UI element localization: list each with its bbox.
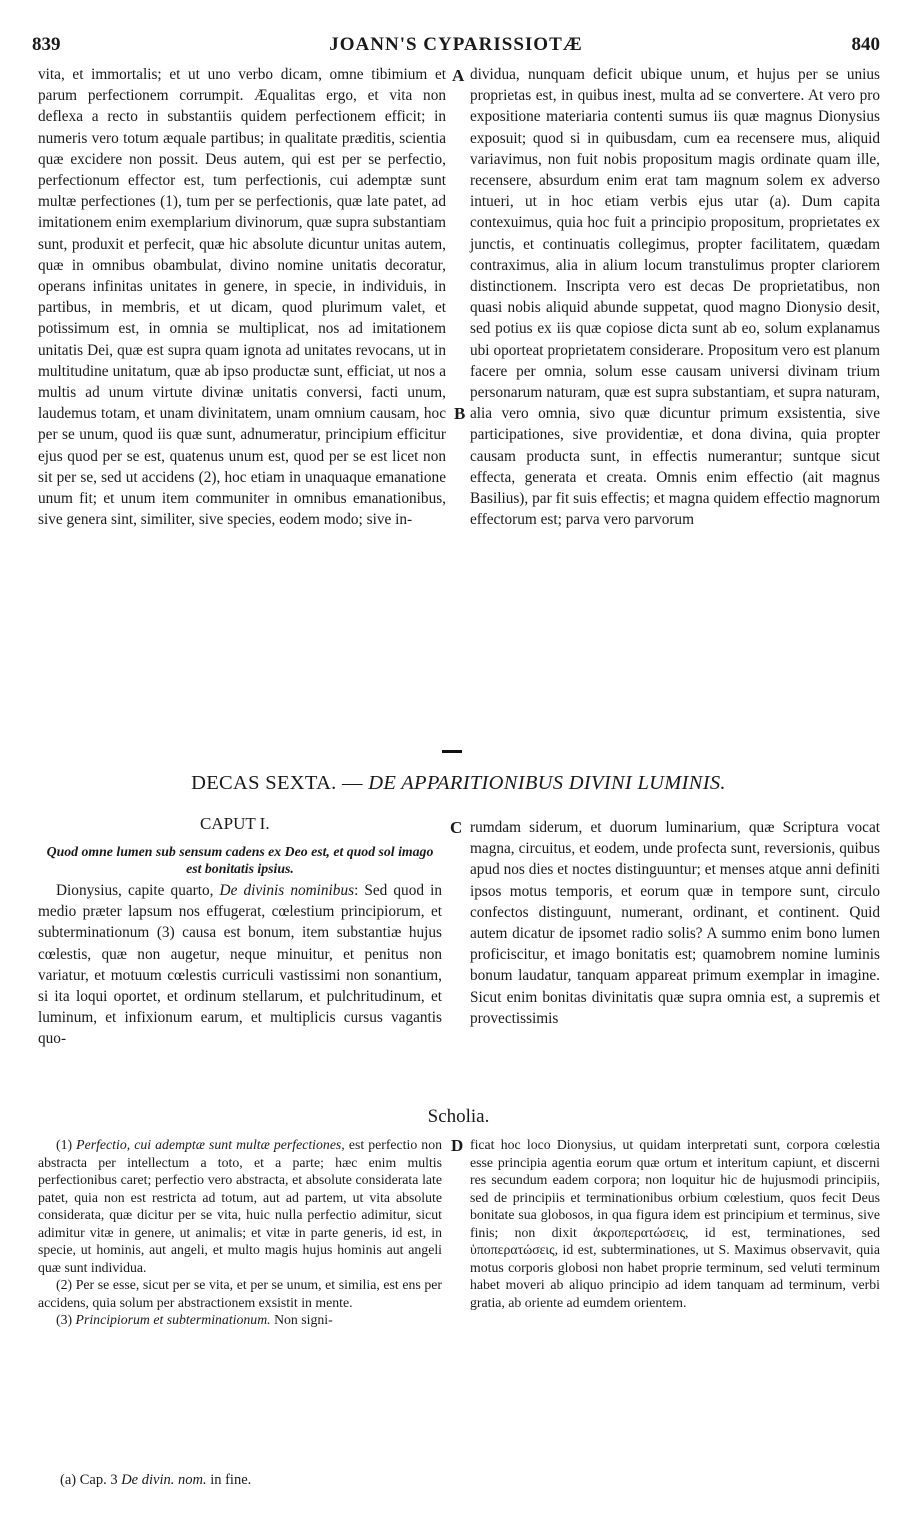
page-number-left: 839 bbox=[32, 34, 61, 55]
scholion bbox=[38, 1136, 442, 1276]
scholia-left-column bbox=[38, 1136, 442, 1329]
scholion-number: (2) bbox=[56, 1277, 76, 1292]
running-title: JOANN'S CYPARISSIOTÆ bbox=[329, 34, 583, 55]
scholion-lemma: Principiorum et subterminationum. bbox=[75, 1312, 271, 1327]
section-divider bbox=[442, 750, 462, 753]
scholion-number: (3) bbox=[56, 1312, 76, 1327]
scholion-text: Per se esse, sicut per se vita, et per se unum, et similia, est ens per accidens, quia solum per abstractionem exsistit in mente. bbox=[38, 1277, 442, 1310]
paragraph bbox=[38, 880, 442, 1050]
mid-left-column bbox=[38, 880, 442, 1050]
scholion-number: (1) bbox=[56, 1137, 77, 1152]
page-header bbox=[32, 34, 880, 60]
section-heading bbox=[0, 772, 917, 795]
footnote-number: (a) Cap. 3 bbox=[60, 1472, 122, 1488]
top-left-column bbox=[38, 64, 446, 530]
footnote-text: in fine. bbox=[206, 1472, 252, 1488]
margin-marker-d: D bbox=[451, 1136, 464, 1155]
decas-title: DE APPARITIONIBUS DIVINI LUMINIS. bbox=[368, 772, 726, 794]
paragraph: vita, et immortalis; et ut uno verbo dicam, omne tibimium et parum perfectionem corrumpit. Æqualitas ergo, et vita non deflexa a recto in substantiis quidem perfectionem efficit; in numeris vero totum æquale partibus; in qualitate præditis, scientia quæ excidere non possit. Deus autem, qui est per se perfectio, perfectionum effector est, tum perfectionis, cui ademptæ sunt multæ perfectiones (1), tum per se perfectionis, quæ late patet, ad imitationem enim exemplarium divinorum, quæ supra substantiam sunt, produxit et perfecit, quæ hic absolute dicuntur unitas autem, quæ in omnibus obambulat, divino nomine unitatis decoratur, operans infinitas unitates in genere, in specie, in individuis, in partibus, in membris, et ut dicam, quod plurimum valet, et potissimum est, in omnia se multiplicat, nos ad imitationem unitatis Dei, quæ est supra quam ignota ad unitates revocans, ut in multitudine unitatum, quæ ab ipso productæ sunt, efficiat, ut nos a multis ad unum virtute divinæ unitatis conversi, facti unum, laudemus totam, et unam divinitatem, unam omnium causam, hoc per se unum, quod iis quæ sunt, adnumeratur, principium efficitur ejus quod per se est, quatenus unum est, quod per se est licet non sit per se, sed ut accidens (2), hoc etiam in unaquaque emanatione unum fit; et unum item communiter in omnibus emanationibus, sive genera sint, similiter, sive species, eodem modo; sive in- bbox=[38, 66, 446, 529]
margin-marker-a: A bbox=[452, 66, 465, 85]
paragraph: rumdam siderum, et duorum luminarium, quæ Scriptura vocat magna, circuitus, et eodem, unde profecta sunt, reversionis, quibus apud nos dies et noctes distinguuntur; et menses atque anni definiti ipsos motus temporis, et eorum quæ in tempore sunt, circulo confectos distinguunt, numerant, ordinant, et continent. Quid autem dicatur de ipsomet radio solis? A summo enim bono lumen proficiscitur, et imago bonitatis est; quamobrem nomine luminis bonum laudatur, tanquam appareat primum exemplar in imagine. Sicut enim bonitas divinitatis quæ supra omnia est, a supremis et provectissimis bbox=[470, 819, 880, 1027]
scholion bbox=[38, 1276, 442, 1311]
scholion-text: est perfectio non abstracta per intellectum a toto, et a parte; hæc enim multis perfectionibus caret; perfectio vero abstracta, et absolute considerata late patet, quia non est restricta ad totum, aut ad partem, ut vita absolute considerata, quæ dicitur per se vita, huic nulla perfectio adimitur, sicut adimitur vitæ in genere, ut animalis; et vitæ in parte generis, id est, in specie, ut hominis, aut angeli, et multo magis hujus hominis aut angeli quæ sunt individua. bbox=[38, 1137, 442, 1275]
top-right-column bbox=[470, 64, 880, 530]
scholia-heading: Scholia. bbox=[427, 1106, 490, 1127]
footnote-title: De divin. nom. bbox=[121, 1472, 207, 1488]
lead-text: Dionysius, capite quarto, bbox=[56, 882, 220, 899]
scholion bbox=[38, 1311, 442, 1329]
scholia-right-column bbox=[470, 1136, 880, 1311]
mid-right-column bbox=[470, 817, 880, 1029]
margin-marker-c: C bbox=[450, 818, 463, 837]
scholion-text: Non signi- bbox=[270, 1312, 333, 1327]
paragraph-text: : Sed quod in medio præter lapsum nos effugerat, cœlestium principiorum, et subterminationum (3) causa est bonum, item substantiæ hujus cœlestis, quæ non augetur, neque minuitur, et penitus non variatur, et motuum cœlestis curriculi vastissimi non sonantium, si ita loqui oportet, et ordinum stellarum, et pulchritudinum, et luminum, et infixionum earum, et multiplicis cursus vagantis quo- bbox=[38, 882, 442, 1048]
paragraph: dividua, nunquam deficit ubique unum, et hujus per se unius proprietas est, in quibus inest, multa ad se convertere. At vero pro expositione materiaria contenti sumus iis quæ magnus Dionysius exposuit; quod si in quibusdam, cum ea recensere mus, aliquid variavimus, non fuit nobis propositum magis ordinate quam ille, recensere, absurdum enim erat tam magnum solem ex adverso intueri, ut in hoc etiam verbis ejus utar (a). Dum capita contexuimus, quia hoc fuit a principio propositum, proprietates ex junctis, et continuatis collegimus, propter facilitatem, quædam contraximus, alia in alium locum transtulimus propter clariorem distinctionem. Inscripta vero est decas De proprietatibus, non quasi nobis aliquid abunde suppetat, quod magno Dionysio desit, sed potius ex iis quæ copiose dicta sunt ab eo, solum explanamus ubi oporteat proprietatem considerare. Propositum vero est planum facere per omnia, solum esse causam universi divinam trium personarum naturam, quæ est supra substantiam, et supra naturam, alia vero omnia, sivo quæ dicuntur primum exsistentia, sive participationes, sive providentiæ, et dona divina, quia propter causam producta sunt, in effectis numerantur; suntque sicut effecta, generata et creata. Omnis enim effectio (ait magnus Basilius), par fit suis effectis; et magna quidem effectio magnorum effectorum est; parva vero parvorum bbox=[470, 66, 880, 529]
decas-prefix: DECAS SEXTA. — bbox=[191, 772, 369, 794]
footnote bbox=[60, 1472, 251, 1489]
work-title: De divinis nominibus bbox=[219, 882, 355, 899]
scholion-text: ficat hoc loco Dionysius, ut quidam interpretati sunt, corpora cœlestia esse principia agentia eorum quæ ortum et interitum capiunt, et discerni res secundum eadem corpora; non loquitur hic de hujusmodi principiis, sed de principiis et terminationibus orbium cœlestium, quos fecit Deus bonitate sua globosos, in qua figura idem est principium et terminus, sive finis; non dixit ἀκροπερατώσεις, id est, terminationes, sed ὑποπερατώσεις, id est, subterminationes, ut S. Maximus observavit, quia motus corporis globosi non habet proprie terminum, sed veluti terminum habet moveri ab aliquo principio ad idem tanquam ad terminum, verbi gratia, ab oriente ad eumdem orientem. bbox=[470, 1137, 880, 1310]
chapter-subtitle: Quod omne lumen sub sensum cadens ex Deo est, et quod sol imago est bonitatis ipsius. bbox=[46, 844, 434, 876]
margin-marker-b: B bbox=[454, 404, 466, 423]
scholion-lemma: Perfectio, cui ademptæ sunt multæ perfectiones, bbox=[76, 1137, 345, 1152]
page-number-right: 840 bbox=[851, 34, 880, 55]
chapter-heading: CAPUT I. bbox=[200, 814, 270, 833]
